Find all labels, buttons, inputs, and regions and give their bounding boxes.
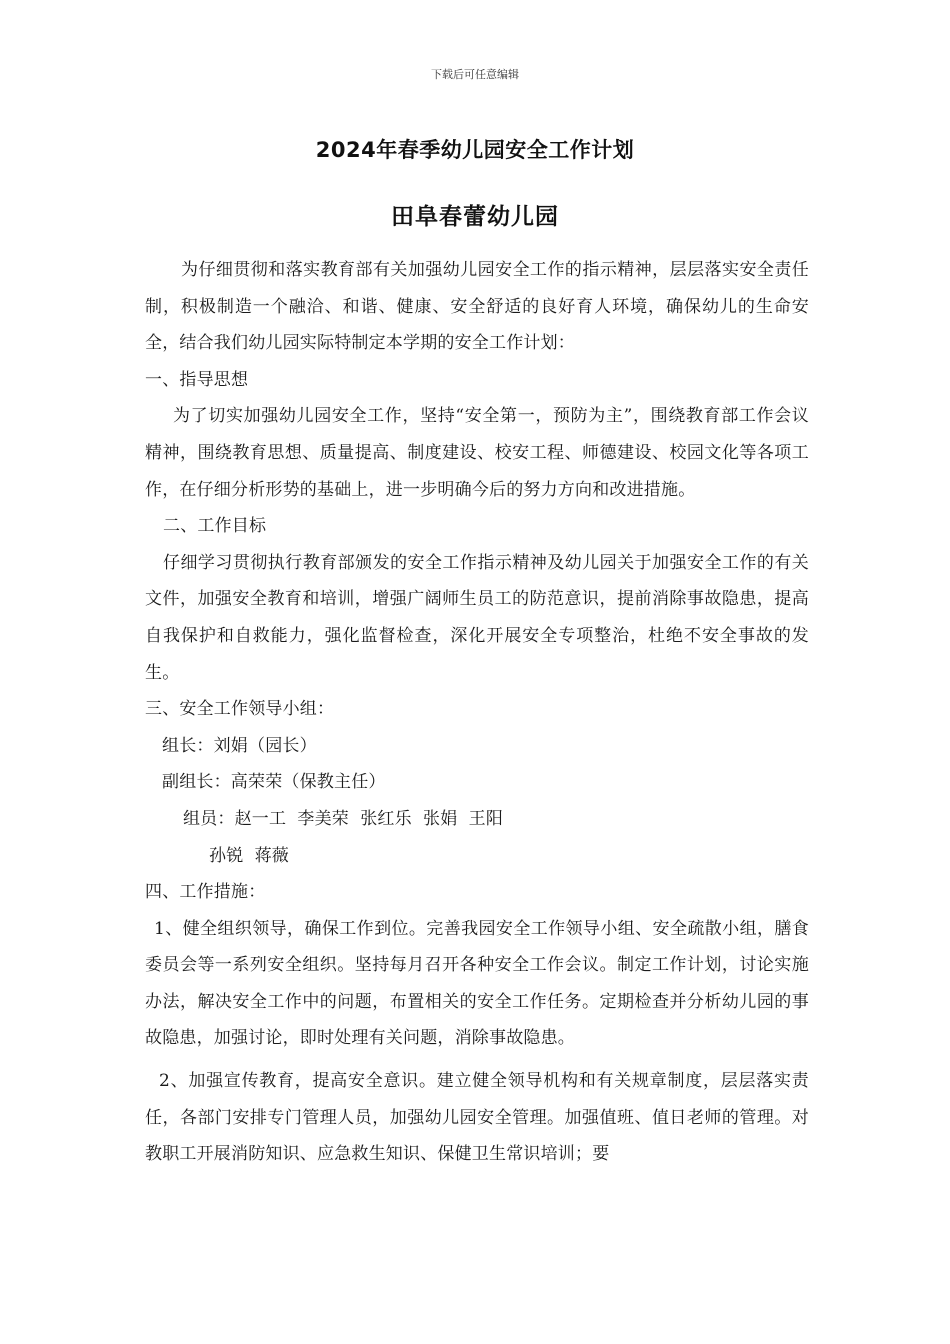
measures-item-2: 2、加强宣传教育，提高安全意识。建立健全领导机构和有关规章制度，层层落实责任，各部门安排专门管理人员，加强幼儿园安全管理。加强值班、值日老师的管理。对教职工开展消防知识、应急救生知识、保健卫生常识培训；要 <box>145 1071 809 1165</box>
document-body <box>145 252 809 1173</box>
page-header-note: 下载后可任意编辑 <box>431 68 519 81</box>
measures-item-1: 1、健全组织领导，确保工作到位。完善我园安全工作领导小组、安全疏散小组，膳食委员会等一系列安全组织。坚持每月召开各种安全工作会议。制定工作计划，讨论实施办法，解决安全工作中的问题，布置相关的安全工作任务。定期检查并分析幼儿园的事故隐患，加强讨论，即时处理有关问题，消除事故隐患。 <box>145 918 809 1049</box>
guiding-paragraph: 为了切实加强幼儿园安全工作，坚持“安全第一，预防为主”，围绕教育部工作会议精神，围绕教育思想、质量提高、制度建设、校安工程、师德建设、校园文化等各项工作，在仔细分析形势的基础上，进一步明确今后的努力方向和改进措施。 <box>145 406 809 500</box>
members-line-2: 孙锐 蒋薇 <box>209 845 290 866</box>
document-title: 2024年春季幼儿园安全工作计划 <box>315 138 635 162</box>
section-heading-guiding: 一、指导思想 <box>145 369 249 390</box>
deputy-leader-line: 副组长：高荣荣（保教主任） <box>162 772 386 793</box>
section-heading-leadership: 三、安全工作领导小组： <box>145 699 335 720</box>
intro-paragraph: 为仔细贯彻和落实教育部有关加强幼儿园安全工作的指示精神，层层落实安全责任制，积极制造一个融洽、和谐、健康、安全舒适的良好育人环境，确保幼儿的生命安全，结合我们幼儿园实际特制定本学期的安全工作计划： <box>145 260 809 354</box>
section-heading-goals: 二、工作目标 <box>163 516 267 537</box>
document-subtitle: 田阜春蕾幼儿园 <box>391 204 559 230</box>
goals-paragraph: 仔细学习贯彻执行教育部颁发的安全工作指示精神及幼儿园关于加强安全工作的有关文件，加强安全教育和培训，增强广阔师生员工的防范意识，提前消除事故隐患，提高自我保护和自救能力，强化监督检查，深化开展安全专项整治，杜绝不安全事故的发生。 <box>145 552 809 683</box>
members-line-1: 组员：赵一工 李美荣 张红乐 张娟 王阳 <box>183 808 504 829</box>
leader-line: 组长：刘娟（园长） <box>162 735 317 756</box>
section-heading-measures: 四、工作措施： <box>145 882 266 903</box>
